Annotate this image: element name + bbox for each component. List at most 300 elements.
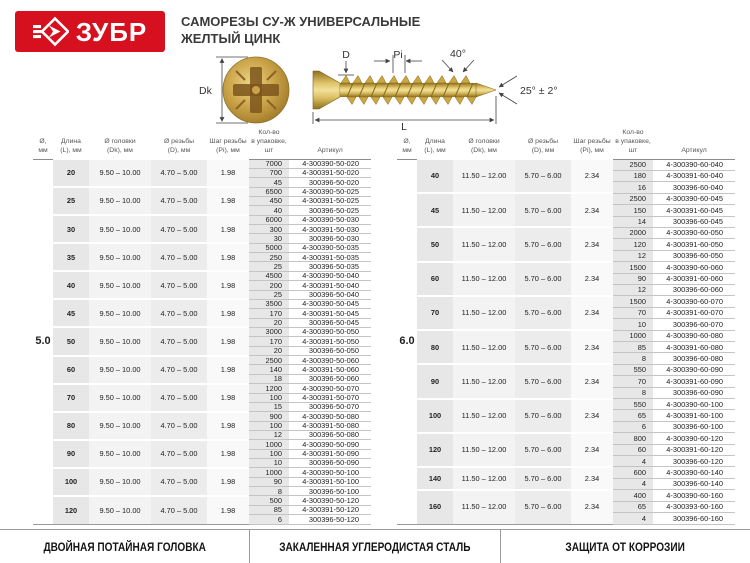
article-cell: 300396-50-050 xyxy=(289,346,371,355)
table-header xyxy=(33,128,371,159)
thread-pitch-cell: 2.34 xyxy=(571,262,613,296)
pack-qty-cell: 18 xyxy=(249,374,289,383)
table-row xyxy=(33,356,371,365)
table-row xyxy=(397,227,735,238)
pack-qty-cell: 85 xyxy=(249,505,289,514)
head-diameter-cell: 9.50 – 10.00 xyxy=(89,187,151,215)
article-cell: 4-300391-50-030 xyxy=(289,225,371,234)
column-header: Длина (L), мм xyxy=(424,137,446,154)
article-cell: 300396-60-045 xyxy=(653,216,735,227)
thread-pitch-cell: 1.98 xyxy=(207,384,249,412)
article-cell: 300396-60-160 xyxy=(653,513,735,524)
thread-diameter-cell: 4.70 – 5.00 xyxy=(151,187,207,215)
table-row xyxy=(33,243,371,252)
article-cell: 4-300390-50-020 xyxy=(289,159,371,168)
article-cell: 4-300390-50-025 xyxy=(289,187,371,196)
head-diameter-cell: 9.50 – 10.00 xyxy=(89,159,151,187)
article-cell: 4-300391-50-060 xyxy=(289,365,371,374)
thread-diameter-cell: 5.70 – 6.00 xyxy=(515,330,571,364)
length-cell: 40 xyxy=(417,159,453,193)
pack-qty-cell: 6 xyxy=(613,421,653,432)
table-row xyxy=(397,399,735,410)
article-cell: 4-300391-60-070 xyxy=(653,307,735,318)
head-diameter-cell: 9.50 – 10.00 xyxy=(89,327,151,355)
table-row xyxy=(33,496,371,505)
article-cell: 4-300391-50-025 xyxy=(289,196,371,205)
pack-qty-cell: 3500 xyxy=(249,299,289,308)
column-header: Ø резьбы (D), мм xyxy=(527,137,559,154)
thread-diameter-cell: 4.70 – 5.00 xyxy=(151,243,207,271)
thread-diameter-cell: 5.70 – 6.00 xyxy=(515,296,571,330)
pack-qty-cell: 400 xyxy=(613,490,653,501)
length-cell: 50 xyxy=(417,227,453,261)
article-cell: 4-300391-50-035 xyxy=(289,253,371,262)
table-row xyxy=(397,262,735,273)
pack-qty-cell: 300 xyxy=(249,225,289,234)
article-cell: 4-300391-60-060 xyxy=(653,273,735,284)
pack-qty-cell: 100 xyxy=(249,449,289,458)
feature-bar xyxy=(0,529,750,563)
length-cell: 60 xyxy=(417,262,453,296)
pack-qty-cell: 150 xyxy=(613,205,653,216)
head-diameter-cell: 11.50 – 12.00 xyxy=(453,296,515,330)
article-cell: 4-300390-60-040 xyxy=(653,159,735,170)
feature-hardened-carbon-steel: ЗАКАЛЕННАЯ УГЛЕРОДИСТАЯ СТАЛЬ xyxy=(249,530,499,563)
pack-qty-cell: 6000 xyxy=(249,215,289,224)
thread-diameter-cell: 5.70 – 6.00 xyxy=(515,399,571,433)
thread-diameter-cell: 4.70 – 5.00 xyxy=(151,496,207,524)
article-cell: 4-300390-60-100 xyxy=(653,399,735,410)
article-cell: 4-300391-60-080 xyxy=(653,342,735,353)
article-cell: 300396-60-120 xyxy=(653,456,735,467)
table-row xyxy=(397,159,735,170)
tip-angle-dimension xyxy=(499,76,517,104)
length-cell: 30 xyxy=(53,215,89,243)
article-cell: 300396-50-020 xyxy=(289,178,371,187)
column-header: Ø, мм xyxy=(402,138,412,155)
article-cell: 4-300391-60-090 xyxy=(653,376,735,387)
head-diameter-cell: 11.50 – 12.00 xyxy=(453,490,515,524)
thread-pitch-cell: 1.98 xyxy=(207,412,249,440)
length-cell: 100 xyxy=(417,399,453,433)
length-label: L xyxy=(401,121,407,131)
pack-qty-cell: 2500 xyxy=(613,159,653,170)
article-cell: 4-300391-50-100 xyxy=(289,477,371,486)
article-cell: 4-300390-50-070 xyxy=(289,384,371,393)
pack-qty-cell: 7000 xyxy=(249,159,289,168)
pack-qty-cell: 120 xyxy=(613,239,653,250)
column-header: Ø резьбы (D), мм xyxy=(163,137,195,154)
feature-double-countersunk-head: ДВОЙНАЯ ПОТАЙНАЯ ГОЛОВКА xyxy=(43,539,206,554)
length-cell: 80 xyxy=(417,330,453,364)
thread-pitch-cell: 1.98 xyxy=(207,356,249,384)
pack-qty-cell: 25 xyxy=(249,262,289,271)
thread-pitch-cell: 2.34 xyxy=(571,193,613,227)
pack-qty-cell: 170 xyxy=(249,337,289,346)
article-cell: 4-300390-60-080 xyxy=(653,330,735,341)
thread-pitch-cell: 2.34 xyxy=(571,159,613,193)
head-diameter-cell: 11.50 – 12.00 xyxy=(453,399,515,433)
article-cell: 300396-60-050 xyxy=(653,250,735,261)
head-diameter-cell: 11.50 – 12.00 xyxy=(453,193,515,227)
article-cell: 4-300390-60-050 xyxy=(653,227,735,238)
article-cell: 300396-50-080 xyxy=(289,430,371,439)
table-header xyxy=(397,128,735,159)
pack-qty-cell: 70 xyxy=(613,307,653,318)
thread-angle-label: 40° xyxy=(450,48,466,60)
pack-qty-cell: 3000 xyxy=(249,327,289,336)
table-row xyxy=(397,433,735,444)
head-diameter-cell: 11.50 – 12.00 xyxy=(453,364,515,398)
article-cell: 300396-60-080 xyxy=(653,353,735,364)
length-cell: 160 xyxy=(417,490,453,524)
pack-qty-cell: 12 xyxy=(613,250,653,261)
article-cell: 4-300390-50-060 xyxy=(289,356,371,365)
column-header: Шаг резьбы (Pi), мм xyxy=(573,137,611,154)
pack-qty-cell: 170 xyxy=(249,309,289,318)
table-row xyxy=(397,296,735,307)
table-row xyxy=(33,187,371,196)
thread-pitch-cell: 2.34 xyxy=(571,433,613,467)
length-cell: 20 xyxy=(53,159,89,187)
length-cell: 35 xyxy=(53,243,89,271)
thread-pitch-cell: 2.34 xyxy=(571,399,613,433)
column-header: Кол-во в упаковке, шт xyxy=(615,129,651,155)
table-row xyxy=(33,215,371,224)
thread-diameter-cell: 4.70 – 5.00 xyxy=(151,299,207,327)
length-cell: 70 xyxy=(53,384,89,412)
article-cell: 300396-60-090 xyxy=(653,387,735,398)
pack-qty-cell: 8 xyxy=(613,353,653,364)
table-row xyxy=(33,271,371,280)
brand-logo xyxy=(15,11,165,52)
pack-qty-cell: 65 xyxy=(613,410,653,421)
column-header: Артикул xyxy=(681,147,707,155)
pack-qty-cell: 180 xyxy=(613,170,653,181)
spec-table-diameter-6 xyxy=(397,128,735,525)
thread-pitch-cell: 2.34 xyxy=(571,467,613,490)
thread-pitch-cell: 2.34 xyxy=(571,330,613,364)
article-cell: 300396-60-060 xyxy=(653,284,735,295)
pack-qty-cell: 100 xyxy=(249,393,289,402)
pack-qty-cell: 15 xyxy=(249,402,289,411)
pack-qty-cell: 40 xyxy=(249,206,289,215)
d-dimension xyxy=(338,61,354,75)
pack-qty-cell: 4 xyxy=(613,478,653,489)
article-cell: 4-300390-50-080 xyxy=(289,412,371,421)
pack-qty-cell: 4500 xyxy=(249,271,289,280)
pack-qty-cell: 20 xyxy=(249,346,289,355)
article-cell: 300396-50-030 xyxy=(289,234,371,243)
thread-diameter-cell: 5.70 – 6.00 xyxy=(515,262,571,296)
pack-qty-cell: 85 xyxy=(613,342,653,353)
pack-qty-cell: 4 xyxy=(613,513,653,524)
head-diameter-cell: 11.50 – 12.00 xyxy=(453,227,515,261)
pack-qty-cell: 12 xyxy=(249,430,289,439)
article-cell: 300396-60-140 xyxy=(653,478,735,489)
article-cell: 300396-50-035 xyxy=(289,262,371,271)
article-cell: 4-300391-50-050 xyxy=(289,337,371,346)
length-cell: 60 xyxy=(53,356,89,384)
article-cell: 4-300391-60-050 xyxy=(653,239,735,250)
table-row xyxy=(33,412,371,421)
table-row xyxy=(397,364,735,375)
pack-qty-cell: 1000 xyxy=(613,330,653,341)
thread-diameter-cell: 5.70 – 6.00 xyxy=(515,467,571,490)
head-diameter-cell: 11.50 – 12.00 xyxy=(453,159,515,193)
thread-pitch-cell: 1.98 xyxy=(207,187,249,215)
length-cell: 140 xyxy=(417,467,453,490)
pack-qty-cell: 2500 xyxy=(249,356,289,365)
thread-diameter-cell: 5.70 – 6.00 xyxy=(515,159,571,193)
length-cell: 45 xyxy=(53,299,89,327)
pack-qty-cell: 140 xyxy=(249,365,289,374)
thread-diameter-cell: 5.70 – 6.00 xyxy=(515,193,571,227)
table-row xyxy=(397,193,735,204)
spec-table-diameter-5 xyxy=(33,128,371,525)
thread-pitch-cell: 1.98 xyxy=(207,468,249,496)
pack-qty-cell: 10 xyxy=(613,319,653,330)
thread-pitch-cell: 2.34 xyxy=(571,364,613,398)
thread-pitch-cell: 2.34 xyxy=(571,227,613,261)
pack-qty-cell: 1000 xyxy=(249,440,289,449)
head-diameter-cell: 9.50 – 10.00 xyxy=(89,356,151,384)
article-cell: 300396-50-070 xyxy=(289,402,371,411)
spec-tables xyxy=(0,128,750,525)
article-cell: 300396-50-120 xyxy=(289,515,371,524)
thread-diameter-cell: 4.70 – 5.00 xyxy=(151,271,207,299)
pack-qty-cell: 45 xyxy=(249,178,289,187)
article-cell: 4-300391-60-120 xyxy=(653,444,735,455)
article-cell: 4-300391-50-080 xyxy=(289,421,371,430)
head-diameter-cell: 9.50 – 10.00 xyxy=(89,412,151,440)
thread-diameter-cell: 4.70 – 5.00 xyxy=(151,159,207,187)
diameter-cell: 6.0 xyxy=(397,159,417,524)
feature-corrosion-protection: ЗАЩИТА ОТ КОРРОЗИИ xyxy=(500,530,750,563)
head-diameter-cell: 9.50 – 10.00 xyxy=(89,271,151,299)
thread-diameter-cell: 4.70 – 5.00 xyxy=(151,215,207,243)
article-cell: 300396-60-100 xyxy=(653,421,735,432)
length-cell: 70 xyxy=(417,296,453,330)
article-cell: 300396-50-060 xyxy=(289,374,371,383)
table-row xyxy=(397,330,735,341)
pack-qty-cell: 5000 xyxy=(249,243,289,252)
length-cell: 90 xyxy=(417,364,453,398)
thread-pitch-cell: 1.98 xyxy=(207,271,249,299)
thread-diameter-cell: 4.70 – 5.00 xyxy=(151,384,207,412)
pack-qty-cell: 25 xyxy=(249,290,289,299)
thread-pitch-cell: 2.34 xyxy=(571,296,613,330)
pack-qty-cell: 1500 xyxy=(613,296,653,307)
pack-qty-cell: 20 xyxy=(249,318,289,327)
length-cell: 80 xyxy=(53,412,89,440)
thread-pitch-cell: 2.34 xyxy=(571,490,613,524)
thread-diameter-cell: 4.70 – 5.00 xyxy=(151,327,207,355)
thread-angle-dimension xyxy=(442,60,474,72)
pack-qty-cell: 200 xyxy=(249,281,289,290)
article-cell: 4-300391-50-020 xyxy=(289,168,371,177)
article-cell: 4-300390-60-140 xyxy=(653,467,735,478)
thread-pitch-cell: 1.98 xyxy=(207,440,249,468)
article-cell: 300396-50-100 xyxy=(289,487,371,496)
pack-qty-cell: 550 xyxy=(613,399,653,410)
head-diameter-cell: 11.50 – 12.00 xyxy=(453,467,515,490)
article-cell: 4-300393-60-160 xyxy=(653,501,735,512)
length-cell: 100 xyxy=(53,468,89,496)
pack-qty-cell: 100 xyxy=(249,421,289,430)
page-title xyxy=(181,14,420,47)
thread-diameter-cell: 4.70 – 5.00 xyxy=(151,440,207,468)
dk-label: Dk xyxy=(199,85,212,97)
head-diameter-cell: 9.50 – 10.00 xyxy=(89,299,151,327)
thread-pitch-cell: 1.98 xyxy=(207,243,249,271)
article-cell: 300396-60-040 xyxy=(653,182,735,193)
head-diameter-cell: 9.50 – 10.00 xyxy=(89,243,151,271)
article-cell: 4-300391-50-040 xyxy=(289,281,371,290)
article-cell: 300396-50-090 xyxy=(289,459,371,468)
pack-qty-cell: 60 xyxy=(613,444,653,455)
column-header: Длина (L), мм xyxy=(60,137,82,154)
pi-label: Pi xyxy=(393,49,403,61)
length-cell: 50 xyxy=(53,327,89,355)
article-cell: 4-300390-60-060 xyxy=(653,262,735,273)
article-cell: 4-300390-60-160 xyxy=(653,490,735,501)
article-cell: 4-300391-60-040 xyxy=(653,170,735,181)
pack-qty-cell: 90 xyxy=(249,477,289,486)
article-cell: 4-300390-50-100 xyxy=(289,468,371,477)
table-row xyxy=(397,467,735,478)
length-cell: 25 xyxy=(53,187,89,215)
thread-diameter-cell: 4.70 – 5.00 xyxy=(151,412,207,440)
d-label: D xyxy=(342,49,350,61)
tip-angle-label: 25° ± 2° xyxy=(520,85,558,97)
pack-qty-cell: 550 xyxy=(613,364,653,375)
screw-side-view xyxy=(313,71,496,109)
article-cell: 4-300390-60-045 xyxy=(653,193,735,204)
pack-qty-cell: 1500 xyxy=(613,262,653,273)
pack-qty-cell: 700 xyxy=(249,168,289,177)
head-diameter-cell: 9.50 – 10.00 xyxy=(89,384,151,412)
column-header: Ø головки (Dk), мм xyxy=(468,137,500,154)
table-row xyxy=(33,299,371,308)
article-cell: 300396-50-045 xyxy=(289,318,371,327)
article-cell: 4-300390-60-070 xyxy=(653,296,735,307)
pack-qty-cell: 2500 xyxy=(613,193,653,204)
column-header: Ø головки (Dk), мм xyxy=(104,137,136,154)
article-cell: 4-300391-60-045 xyxy=(653,205,735,216)
article-cell: 4-300390-50-045 xyxy=(289,299,371,308)
pack-qty-cell: 4 xyxy=(613,456,653,467)
article-cell: 4-300390-50-030 xyxy=(289,215,371,224)
column-header: Артикул xyxy=(317,147,343,155)
title-line-1: САМОРЕЗЫ СУ-Ж УНИВЕРСАЛЬНЫЕ xyxy=(181,14,421,29)
table-row xyxy=(397,490,735,501)
length-dimension xyxy=(313,96,496,124)
length-cell: 120 xyxy=(417,433,453,467)
brand-name: ЗУБР xyxy=(75,16,148,47)
pack-qty-cell: 8 xyxy=(613,387,653,398)
header-row xyxy=(33,128,371,159)
column-header: Кол-во в упаковке, шт xyxy=(251,129,287,155)
screw-head-top-view xyxy=(223,57,289,123)
zubr-arrow-icon xyxy=(33,16,69,47)
head-diameter-cell: 9.50 – 10.00 xyxy=(89,440,151,468)
article-cell: 4-300390-50-040 xyxy=(289,271,371,280)
pack-qty-cell: 500 xyxy=(249,496,289,505)
length-cell: 40 xyxy=(53,271,89,299)
length-cell: 45 xyxy=(417,193,453,227)
article-cell: 300396-60-070 xyxy=(653,319,735,330)
thread-pitch-cell: 1.98 xyxy=(207,299,249,327)
article-cell: 4-300390-50-035 xyxy=(289,243,371,252)
pack-qty-cell: 10 xyxy=(249,459,289,468)
pack-qty-cell: 6500 xyxy=(249,187,289,196)
pack-qty-cell: 600 xyxy=(613,467,653,478)
thread-diameter-cell: 4.70 – 5.00 xyxy=(151,468,207,496)
table-row xyxy=(33,384,371,393)
pack-qty-cell: 8 xyxy=(249,487,289,496)
table-row xyxy=(33,327,371,336)
article-cell: 4-300391-60-100 xyxy=(653,410,735,421)
article-cell: 4-300390-50-090 xyxy=(289,440,371,449)
article-cell: 4-300390-60-120 xyxy=(653,433,735,444)
pack-qty-cell: 2000 xyxy=(613,227,653,238)
pack-qty-cell: 30 xyxy=(249,234,289,243)
column-header: Шаг резьбы (Pi), мм xyxy=(209,137,247,154)
pack-qty-cell: 250 xyxy=(249,253,289,262)
pack-qty-cell: 14 xyxy=(613,216,653,227)
article-cell: 4-300390-50-050 xyxy=(289,327,371,336)
article-cell: 300396-50-025 xyxy=(289,206,371,215)
pack-qty-cell: 90 xyxy=(613,273,653,284)
thread-diameter-cell: 5.70 – 6.00 xyxy=(515,433,571,467)
pack-qty-cell: 800 xyxy=(613,433,653,444)
head-diameter-cell: 9.50 – 10.00 xyxy=(89,496,151,524)
pack-qty-cell: 12 xyxy=(613,284,653,295)
length-cell: 90 xyxy=(53,440,89,468)
table-row xyxy=(33,159,371,168)
pack-qty-cell: 1000 xyxy=(249,468,289,477)
article-cell: 300396-50-040 xyxy=(289,290,371,299)
head-diameter-cell: 11.50 – 12.00 xyxy=(453,262,515,296)
thread-pitch-cell: 1.98 xyxy=(207,496,249,524)
article-cell: 4-300391-50-045 xyxy=(289,309,371,318)
column-header: Ø, мм xyxy=(38,138,48,155)
thread-diameter-cell: 5.70 – 6.00 xyxy=(515,364,571,398)
length-cell: 120 xyxy=(53,496,89,524)
article-cell: 4-300391-50-120 xyxy=(289,505,371,514)
thread-diameter-cell: 5.70 – 6.00 xyxy=(515,490,571,524)
pack-qty-cell: 450 xyxy=(249,196,289,205)
head-diameter-cell: 11.50 – 12.00 xyxy=(453,433,515,467)
thread-pitch-cell: 1.98 xyxy=(207,215,249,243)
table-row xyxy=(33,440,371,449)
diameter-cell: 5.0 xyxy=(33,159,53,524)
head-diameter-cell: 9.50 – 10.00 xyxy=(89,215,151,243)
thread-diameter-cell: 5.70 – 6.00 xyxy=(515,227,571,261)
article-cell: 4-300390-60-090 xyxy=(653,364,735,375)
article-cell: 4-300391-50-090 xyxy=(289,449,371,458)
header-row xyxy=(397,128,735,159)
thread-pitch-cell: 1.98 xyxy=(207,327,249,355)
table-row xyxy=(33,468,371,477)
pack-qty-cell: 900 xyxy=(249,412,289,421)
pack-qty-cell: 1200 xyxy=(249,384,289,393)
pack-qty-cell: 70 xyxy=(613,376,653,387)
article-cell: 4-300390-50-120 xyxy=(289,496,371,505)
thread-diameter-cell: 4.70 – 5.00 xyxy=(151,356,207,384)
title-line-2: ЖЕЛТЫЙ ЦИНК xyxy=(181,30,281,46)
